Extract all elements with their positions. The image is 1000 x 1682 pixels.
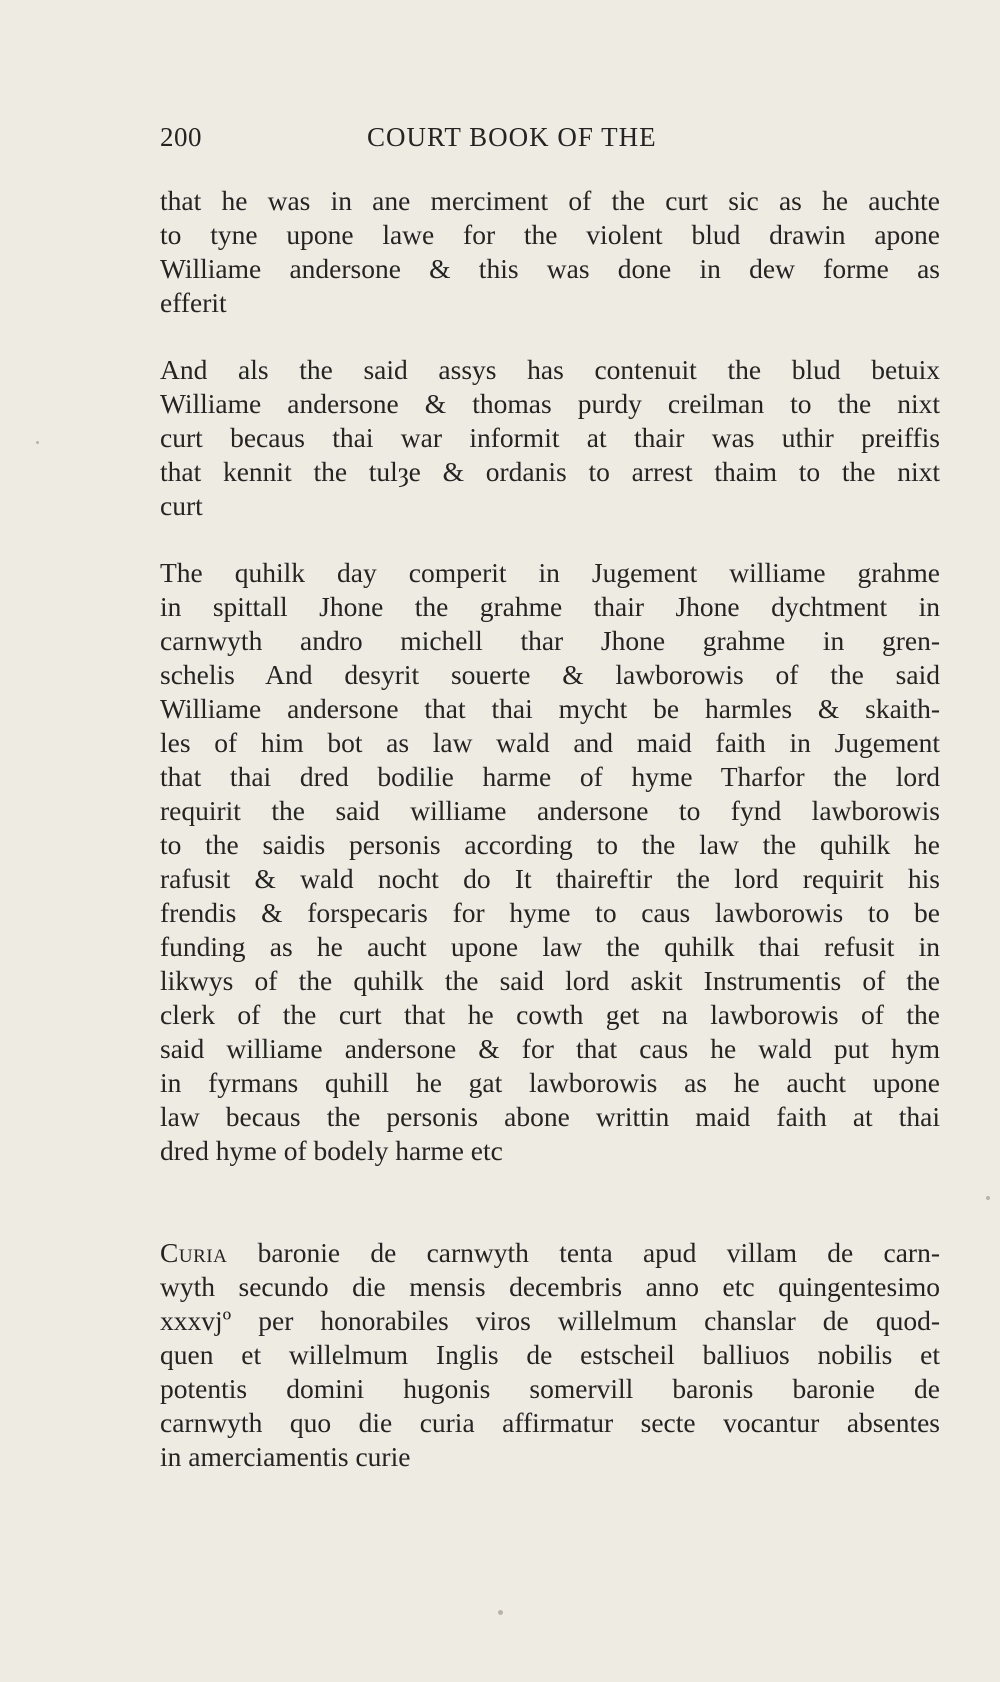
text-line: to the saidis personis according to the law the quhilk he (160, 829, 940, 860)
text-line: said williame andersone & for that caus he wald put hym (160, 1033, 940, 1064)
text-line: carnwyth andro michell thar Jhone grahme in gren- (160, 625, 940, 656)
text-line: to tyne upone lawe for the violent blud drawin apone (160, 219, 940, 250)
text-line: clerk of the curt that he cowth get na lawborowis of the (160, 999, 940, 1030)
curia-lead-word: Curia (160, 1237, 228, 1268)
text-line: curt (160, 490, 203, 521)
text-line: rafusit & wald nocht do It thaireftir the lord requirit his (160, 863, 940, 894)
page-number: 200 (160, 122, 202, 152)
text-line: in amerciamentis curie (160, 1441, 411, 1472)
text-line: The quhilk day comperit in Jugement williame grahme (160, 557, 940, 588)
text-line: les of him bot as law wald and maid faith in Jugement (160, 727, 940, 758)
paper-speck (36, 441, 39, 444)
curia-first-line-rest: baronie de carnwyth tenta apud villam de carn- (257, 1237, 940, 1268)
text-line: that he was in ane merciment of the curt sic as he auchte (160, 185, 940, 216)
text-line: requirit the said williame andersone to fynd lawborowis (160, 795, 940, 826)
text-line: wyth secundo die mensis decembris anno etc quingentesimo (160, 1271, 940, 1302)
text-line: in fyrmans quhill he gat lawborowis as he aucht upone (160, 1067, 940, 1098)
text-line: likwys of the quhilk the said lord askit Instrumentis of the (160, 965, 940, 996)
text-line: efferit (160, 287, 227, 318)
text-line: frendis & forspecaris for hyme to caus lawborowis to be (160, 897, 940, 928)
paragraph-lawborowis (160, 556, 940, 1168)
text-line: And als the said assys has contenuit the blud betuix (160, 354, 940, 385)
text-line: potentis domini hugonis somervill baronis baronie de (160, 1373, 940, 1404)
text-line: that kennit the tulȝe & ordanis to arrest thaim to the nixt (160, 456, 940, 487)
running-head (160, 122, 940, 158)
paragraph-merciment (160, 184, 940, 320)
paper-speck (498, 1610, 503, 1615)
text-line: schelis And desyrit souerte & lawborowis of the said (160, 659, 940, 690)
text-line: carnwyth quo die curia affirmatur secte vocantur absentes (160, 1407, 940, 1438)
paragraph-curia (160, 1236, 940, 1474)
text-line: Williame andersone & thomas purdy creilman to the nixt (160, 388, 940, 419)
text-line: dred hyme of bodely harme etc (160, 1135, 503, 1166)
text-line: Williame andersone & this was done in dew forme as (160, 253, 940, 284)
text-line: funding as he aucht upone law the quhilk thai refusit in (160, 931, 940, 962)
text-line: xxxvjº per honorabiles viros willelmum chanslar de quod- (160, 1305, 940, 1336)
running-title: COURT BOOK OF THE (367, 122, 657, 152)
text-line: quen et willelmum Inglis de estscheil balliuos nobilis et (160, 1339, 940, 1370)
paper-speck (986, 1196, 990, 1200)
text-line: Williame andersone that thai mycht be harmles & skaith- (160, 693, 940, 724)
text-line: law becaus the personis abone writtin maid faith at thai (160, 1101, 940, 1132)
paragraph-assys (160, 353, 940, 523)
text-line: in spittall Jhone the grahme thair Jhone dychtment in (160, 591, 940, 622)
text-line (160, 1236, 940, 1270)
text-line: that thai dred bodilie harme of hyme Tharfor the lord (160, 761, 940, 792)
text-line: curt becaus thai war informit at thair was uthir preiffis (160, 422, 940, 453)
